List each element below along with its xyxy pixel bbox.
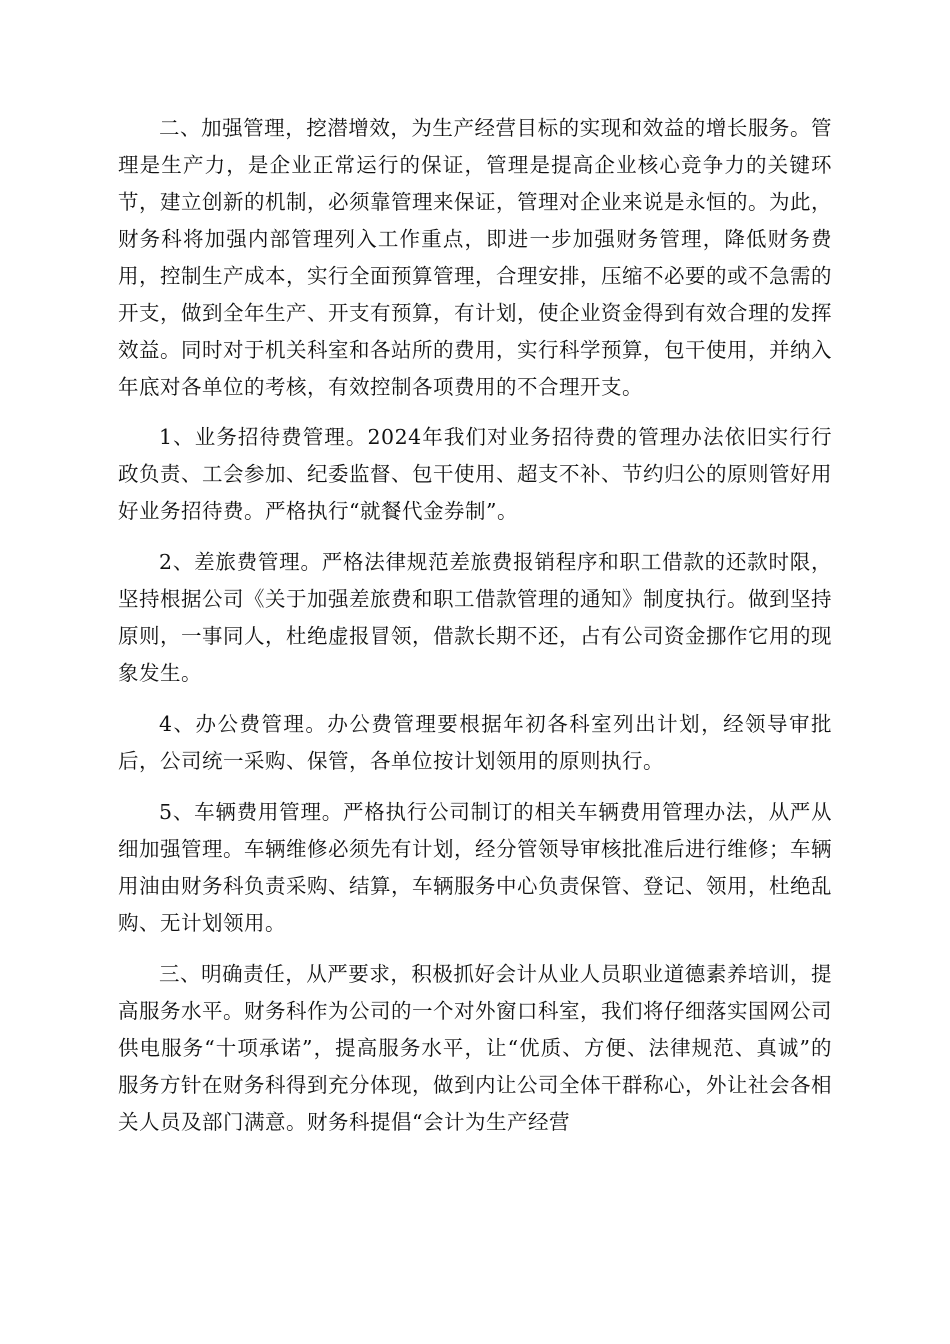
paragraph-section-three: 三、明确责任，从严要求，积极抓好会计从业人员职业道德素养培训，提高服务水平。财务科作为公司的一个对外窗口科室，我们将仔细落实国网公司供电服务“十项承诺”，提高服务水平，让“优质、方便、法律规范、真诚”的服务方针在财务科得到充分体现，做到内让公司全体干群称心，外让社会各相关人员及部门满意。财务科提倡“会计为生产经营 bbox=[118, 962, 832, 1134]
paragraph-item-2-travel: 2、差旅费管理。严格法律规范差旅费报销程序和职工借款的还款时限，坚持根据公司《关于加强差旅费和职工借款管理的通知》制度执行。做到坚持原则，一事同人，杜绝虚报冒领，借款长期不还，占有公司资金挪作它用的现象发生。 bbox=[118, 550, 832, 685]
paragraph-item-4-office: 4、办公费管理。办公费管理要根据年初各科室列出计划，经领导审批后，公司统一采购、保管，各单位按计划领用的原则执行。 bbox=[118, 712, 832, 773]
document-body bbox=[118, 110, 832, 1154]
paragraph-item-1-hospitality: 1、业务招待费管理。2024年我们对业务招待费的管理办法依旧实行行政负责、工会参加、纪委监督、包干使用、超支不补、节约归公的原则管好用好业务招待费。严格执行“就餐代金券制”。 bbox=[118, 425, 832, 523]
paragraph-item-5-vehicle: 5、车辆费用管理。严格执行公司制订的相关车辆费用管理办法，从严从细加强管理。车辆维修必须先有计划，经分管领导审核批准后进行维修；车辆用油由财务科负责采购、结算，车辆服务中心负责保管、登记、领用，杜绝乱购、无计划领用。 bbox=[118, 800, 832, 935]
paragraph-section-two: 二、加强管理，挖潜增效，为生产经营目标的实现和效益的增长服务。管理是生产力，是企业正常运行的保证，管理是提高企业核心竞争力的关键环节，建立创新的机制，必须靠管理来保证，管理对企业来说是永恒的。为此，财务科将加强内部管理列入工作重点，即进一步加强财务管理，降低财务费用，控制生产成本，实行全面预算管理，合理安排，压缩不必要的或不急需的开支，做到全年生产、开支有预算，有计划，使企业资金得到有效合理的发挥效益。同时对于机关科室和各站所的费用，实行科学预算，包干使用，并纳入年底对各单位的考核，有效控制各项费用的不合理开支。 bbox=[118, 116, 832, 399]
